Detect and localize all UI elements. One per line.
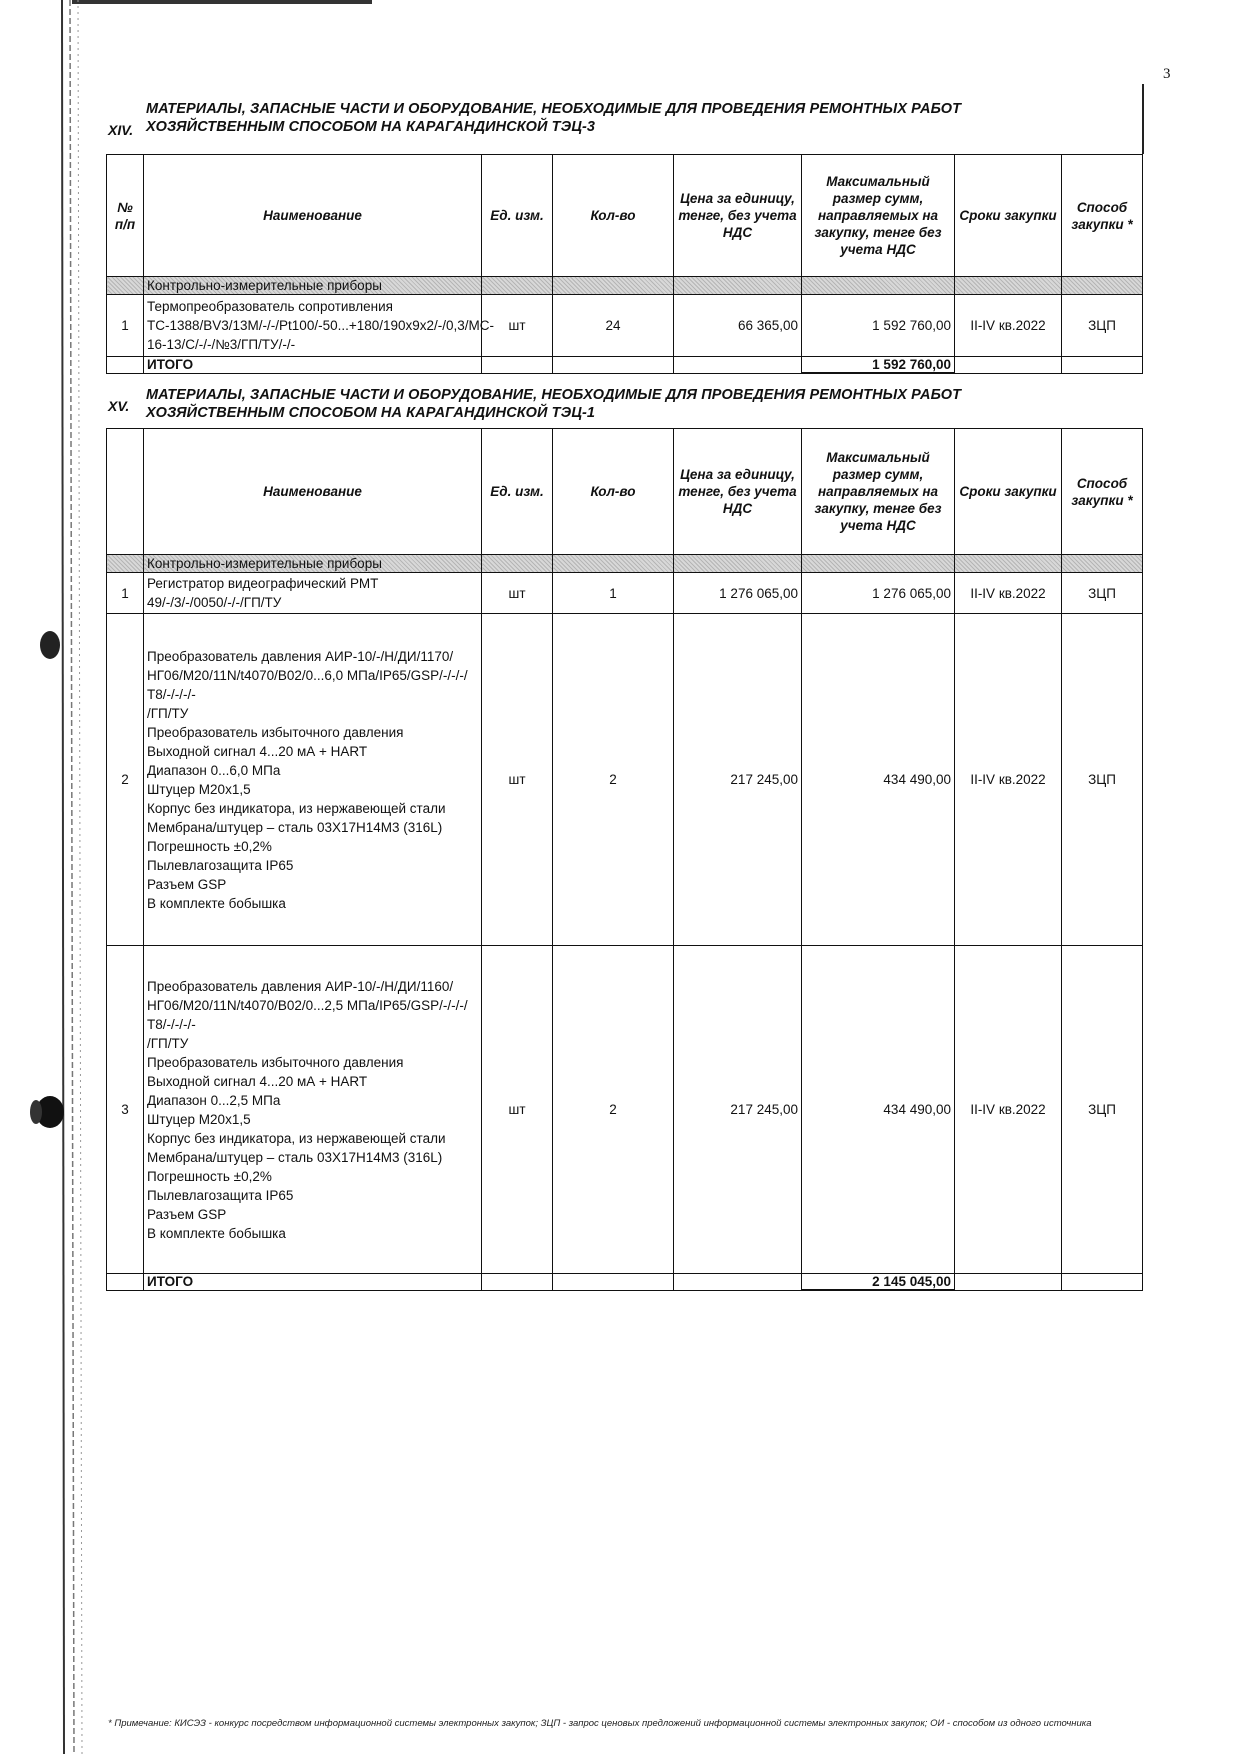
footnote: * Примечание: КИСЭЗ - конкурс посредством информационной системы электронных закупок; ЗЦП - запрос ценовых предложений информационной системы электронных закупок; ОИ - способом из одного источника bbox=[108, 1718, 1092, 1729]
header-qty: Кол-во bbox=[553, 429, 674, 555]
group-row bbox=[107, 277, 1143, 295]
header-num: № п/п bbox=[107, 155, 144, 277]
header-name: Наименование bbox=[144, 429, 482, 555]
cell-name: Преобразователь давления АИР-10/-/Н/ДИ/1160/НГ06/M20/11N/t4070/B02/0...2,5 МПа/IP65/GSP/-/-/-/Т8/-/-/-/- /ГП/ТУ Преобразователь избыточного давления Выходной сигнал 4...20 мА + HART Диапазон 0...2,5 МПа Штуцер M20x1,5 Корпус без индикатора, из нержавеющей стали Мембрана/штуцер – сталь 03Х17Н14М3 (316L) Погрешность ±0,2% Пылевлагозащита IP65 Разъем GSP В комплекте бобышка bbox=[144, 946, 482, 1274]
total-amount: 1 592 760,00 bbox=[802, 357, 955, 374]
cell-qty: 2 bbox=[553, 614, 674, 946]
table-row bbox=[107, 614, 1143, 946]
table-header-row bbox=[107, 429, 1143, 555]
header-unit: Ед. изм. bbox=[482, 155, 553, 277]
header-name: Наименование bbox=[144, 155, 482, 277]
total-amount: 2 145 045,00 bbox=[802, 1274, 955, 1291]
header-terms: Сроки закупки bbox=[955, 155, 1062, 277]
section-number: XIV. bbox=[108, 122, 134, 138]
cell-num: 2 bbox=[107, 614, 144, 946]
cell-qty: 2 bbox=[553, 946, 674, 1274]
section-title-line-1: МАТЕРИАЛЫ, ЗАПАСНЫЕ ЧАСТИ И ОБОРУДОВАНИЕ, НЕОБХОДИМЫЕ ДЛЯ ПРОВЕДЕНИЯ РЕМОНТНЫХ РАБОТ bbox=[146, 387, 962, 403]
section-title-line-1: МАТЕРИАЛЫ, ЗАПАСНЫЕ ЧАСТИ И ОБОРУДОВАНИЕ, НЕОБХОДИМЫЕ ДЛЯ ПРОВЕДЕНИЯ РЕМОНТНЫХ РАБОТ bbox=[146, 101, 962, 117]
cell-unit: шт bbox=[482, 295, 553, 357]
cell-num: 1 bbox=[107, 573, 144, 614]
cell-max: 434 490,00 bbox=[802, 614, 955, 946]
scan-margin-line bbox=[1142, 84, 1144, 154]
scan-binding-edge bbox=[0, 0, 86, 1754]
cell-method: ЗЦП bbox=[1062, 573, 1143, 614]
page-number: 3 bbox=[1163, 66, 1171, 82]
total-row bbox=[107, 1274, 1143, 1291]
procurement-table-xv bbox=[106, 428, 1143, 1291]
cell-price: 1 276 065,00 bbox=[674, 573, 802, 614]
cell-qty: 1 bbox=[553, 573, 674, 614]
cell-terms: II-IV кв.2022 bbox=[955, 614, 1062, 946]
total-row bbox=[107, 357, 1143, 374]
cell-method: ЗЦП bbox=[1062, 614, 1143, 946]
header-num bbox=[107, 429, 144, 555]
cell-qty: 24 bbox=[553, 295, 674, 357]
cell-unit: шт bbox=[482, 573, 553, 614]
total-label: ИТОГО bbox=[144, 357, 482, 374]
table-row bbox=[107, 573, 1143, 614]
cell-method: ЗЦП bbox=[1062, 946, 1143, 1274]
cell-terms: II-IV кв.2022 bbox=[955, 946, 1062, 1274]
cell-max: 434 490,00 bbox=[802, 946, 955, 1274]
cell-num: 1 bbox=[107, 295, 144, 357]
cell-num: 3 bbox=[107, 946, 144, 1274]
group-label: Контрольно-измерительные приборы bbox=[144, 555, 482, 573]
table-row bbox=[107, 946, 1143, 1274]
header-terms: Сроки закупки bbox=[955, 429, 1062, 555]
cell-name: Термопреобразователь сопротивления ТС-1388/BV3/13M/-/-/Pt100/-50...+180/190x9x2/-/0,3/MC-16-13/C/-/-/№3/ГП/ТУ/-/- bbox=[144, 295, 482, 357]
header-unit: Ед. изм. bbox=[482, 429, 553, 555]
header-max: Максимальный размер сумм, направляемых на закупку, тенге без учета НДС bbox=[802, 429, 955, 555]
header-method: Способ закупки * bbox=[1062, 155, 1143, 277]
scan-top-edge bbox=[72, 0, 372, 4]
section-title-line-2: ХОЗЯЙСТВЕННЫМ СПОСОБОМ НА КАРАГАНДИНСКОЙ ТЭЦ-3 bbox=[146, 119, 596, 135]
cell-method: ЗЦП bbox=[1062, 295, 1143, 357]
cell-name: Преобразователь давления АИР-10/-/Н/ДИ/1170/НГ06/M20/11N/t4070/B02/0...6,0 МПа/IP65/GSP/-/-/-/Т8/-/-/-/- /ГП/ТУ Преобразователь избыточного давления Выходной сигнал 4...20 мА + HART Диапазон 0...6,0 МПа Штуцер M20x1,5 Корпус без индикатора, из нержавеющей стали Мембрана/штуцер – сталь 03Х17Н14М3 (316L) Погрешность ±0,2% Пылевлагозащита IP65 Разъем GSP В комплекте бобышка bbox=[144, 614, 482, 946]
total-label: ИТОГО bbox=[144, 1274, 482, 1291]
header-qty: Кол-во bbox=[553, 155, 674, 277]
header-price: Цена за единицу, тенге, без учета НДС bbox=[674, 155, 802, 277]
table-row bbox=[107, 295, 1143, 357]
cell-name: Регистратор видеографический РМТ 49/-/3/-/0050/-/-/ГП/ТУ bbox=[144, 573, 482, 614]
cell-unit: шт bbox=[482, 614, 553, 946]
header-price: Цена за единицу, тенге, без учета НДС bbox=[674, 429, 802, 555]
header-max: Максимальный размер сумм, направляемых на закупку, тенге без учета НДС bbox=[802, 155, 955, 277]
section-number: XV. bbox=[108, 398, 130, 414]
cell-unit: шт bbox=[482, 946, 553, 1274]
cell-terms: II-IV кв.2022 bbox=[955, 573, 1062, 614]
cell-price: 66 365,00 bbox=[674, 295, 802, 357]
cell-max: 1 276 065,00 bbox=[802, 573, 955, 614]
group-row bbox=[107, 555, 1143, 573]
table-header-row bbox=[107, 155, 1143, 277]
cell-terms: II-IV кв.2022 bbox=[955, 295, 1062, 357]
cell-max: 1 592 760,00 bbox=[802, 295, 955, 357]
header-method: Способ закупки * bbox=[1062, 429, 1143, 555]
group-label: Контрольно-измерительные приборы bbox=[144, 277, 482, 295]
cell-price: 217 245,00 bbox=[674, 614, 802, 946]
section-title-line-2: ХОЗЯЙСТВЕННЫМ СПОСОБОМ НА КАРАГАНДИНСКОЙ ТЭЦ-1 bbox=[146, 405, 596, 421]
procurement-table-xiv bbox=[106, 154, 1143, 374]
cell-price: 217 245,00 bbox=[674, 946, 802, 1274]
